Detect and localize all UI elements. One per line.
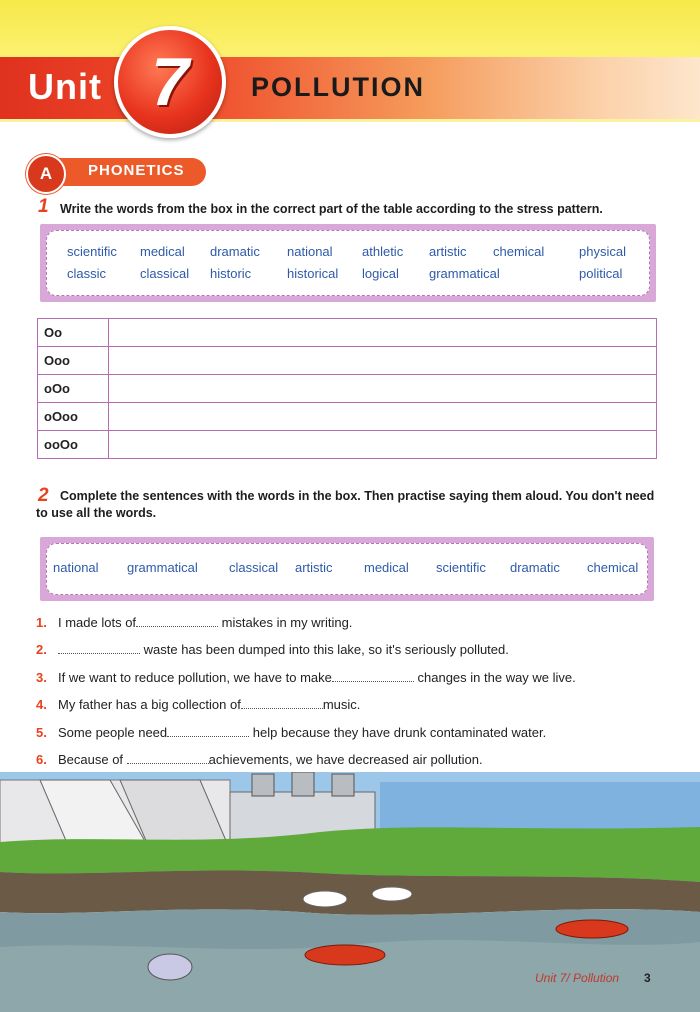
sentence-number: 1. xyxy=(36,615,47,630)
word-box-2-word: classical xyxy=(229,560,279,575)
word-box-2-word: medical xyxy=(364,560,409,575)
word-box-1-word: political xyxy=(579,266,623,281)
sentence-text-before: Because of xyxy=(58,752,124,767)
answer-blank[interactable] xyxy=(58,641,140,654)
sentence-4 xyxy=(36,696,360,712)
table-row xyxy=(38,403,657,431)
trash-bag xyxy=(148,954,192,980)
sentence-5 xyxy=(36,724,546,740)
word-box-1 xyxy=(40,224,656,302)
answer-blank[interactable] xyxy=(332,669,414,682)
answer-blank[interactable] xyxy=(127,751,209,764)
word-box-1-word: classic xyxy=(67,266,107,281)
sentence-text-before: If we want to reduce pollution, we have to make xyxy=(58,670,332,685)
table-row xyxy=(38,347,657,375)
exercise-2-instruction-line2: to use all the words. xyxy=(36,506,157,520)
sentence-text-before: I made lots of xyxy=(58,615,137,630)
page-title: POLLUTION xyxy=(251,72,425,102)
word-box-1-inner xyxy=(46,230,650,296)
word-box-1-word: grammatical xyxy=(429,266,500,281)
word-box-2-word: dramatic xyxy=(510,560,560,575)
sentence-text-before: My father has a big collection of xyxy=(58,697,241,712)
word-box-1-word: medical xyxy=(140,244,185,259)
table-row xyxy=(38,319,657,347)
floating-barrel xyxy=(556,920,628,938)
table-row xyxy=(38,431,657,459)
answer-blank[interactable] xyxy=(241,696,323,709)
word-box-1-word: athletic xyxy=(362,244,404,259)
exercise-1-number: 1 xyxy=(38,196,49,217)
table-row xyxy=(38,375,657,403)
answer-cell[interactable] xyxy=(109,319,657,347)
exercise-2-instruction-line1: Complete the sentences with the words in the box. Then practise saying them aloud. You don't need xyxy=(60,489,655,503)
word-box-1-word: historic xyxy=(210,266,252,281)
stress-pattern-label: oOo xyxy=(38,375,109,403)
sentence-1 xyxy=(36,614,352,630)
sentence-text-after: help because they have drunk contaminated water. xyxy=(252,725,547,740)
answer-blank[interactable] xyxy=(167,724,249,737)
sentence-text-before: Some people need xyxy=(58,725,168,740)
stress-pattern-table xyxy=(37,318,657,459)
word-box-2-word: scientific xyxy=(436,560,486,575)
sentence-number: 3. xyxy=(36,670,47,685)
word-box-1-word: chemical xyxy=(493,244,545,259)
sentence-6 xyxy=(36,751,483,767)
word-box-2-word: chemical xyxy=(587,560,639,575)
unit-number-badge xyxy=(114,26,226,138)
answer-cell[interactable] xyxy=(109,347,657,375)
page-number: 3 xyxy=(644,971,651,985)
word-box-2 xyxy=(40,537,654,601)
word-box-1-word: logical xyxy=(362,266,399,281)
unit-number: 7 xyxy=(151,44,189,120)
sentence-number: 2. xyxy=(36,642,47,657)
word-box-2-word: grammatical xyxy=(127,560,198,575)
sentence-number: 5. xyxy=(36,725,47,740)
sentence-text-after: music. xyxy=(322,697,361,712)
sentence-text-after: mistakes in my writing. xyxy=(221,615,353,630)
answer-cell[interactable] xyxy=(109,431,657,459)
sentence-3 xyxy=(36,669,576,685)
floating-barrel xyxy=(305,945,385,965)
word-box-1-word: dramatic xyxy=(210,244,260,259)
foam xyxy=(372,887,412,901)
stress-pattern-label: Oo xyxy=(38,319,109,347)
section-letter-badge xyxy=(26,154,66,194)
word-box-1-word: physical xyxy=(579,244,626,259)
sentence-text-after: waste has been dumped into this lake, so it's seriously polluted. xyxy=(143,642,509,657)
sentence-number: 6. xyxy=(36,752,47,767)
word-box-1-word: scientific xyxy=(67,244,117,259)
stress-pattern-label: oOoo xyxy=(38,403,109,431)
footer-unit-label: Unit 7/ Pollution xyxy=(535,971,620,985)
exercise-1-instruction: Write the words from the box in the correct part of the table according to the stress pattern. xyxy=(60,202,603,216)
word-box-2-inner xyxy=(46,543,648,595)
word-box-1-word: historical xyxy=(287,266,339,281)
answer-cell[interactable] xyxy=(109,375,657,403)
sentence-text-after: changes in the way we live. xyxy=(417,670,576,685)
exercise-2-number: 2 xyxy=(38,485,49,506)
answer-blank[interactable] xyxy=(136,614,218,627)
foam xyxy=(303,891,347,907)
stress-pattern-label: Ooo xyxy=(38,347,109,375)
section-title: PHONETICS xyxy=(88,162,185,179)
sentence-text-after: achievements, we have decreased air pollution. xyxy=(208,752,483,767)
stress-pattern-label: ooOo xyxy=(38,431,109,459)
word-box-2-word: national xyxy=(53,560,99,575)
word-box-1-word: national xyxy=(287,244,333,259)
sentence-number: 4. xyxy=(36,697,47,712)
word-box-2-word: artistic xyxy=(295,560,333,575)
word-box-1-word: artistic xyxy=(429,244,467,259)
answer-cell[interactable] xyxy=(109,403,657,431)
sentence-2 xyxy=(36,641,509,657)
section-letter: A xyxy=(39,164,53,183)
word-box-1-word: classical xyxy=(140,266,190,281)
unit-label: Unit xyxy=(28,66,102,107)
